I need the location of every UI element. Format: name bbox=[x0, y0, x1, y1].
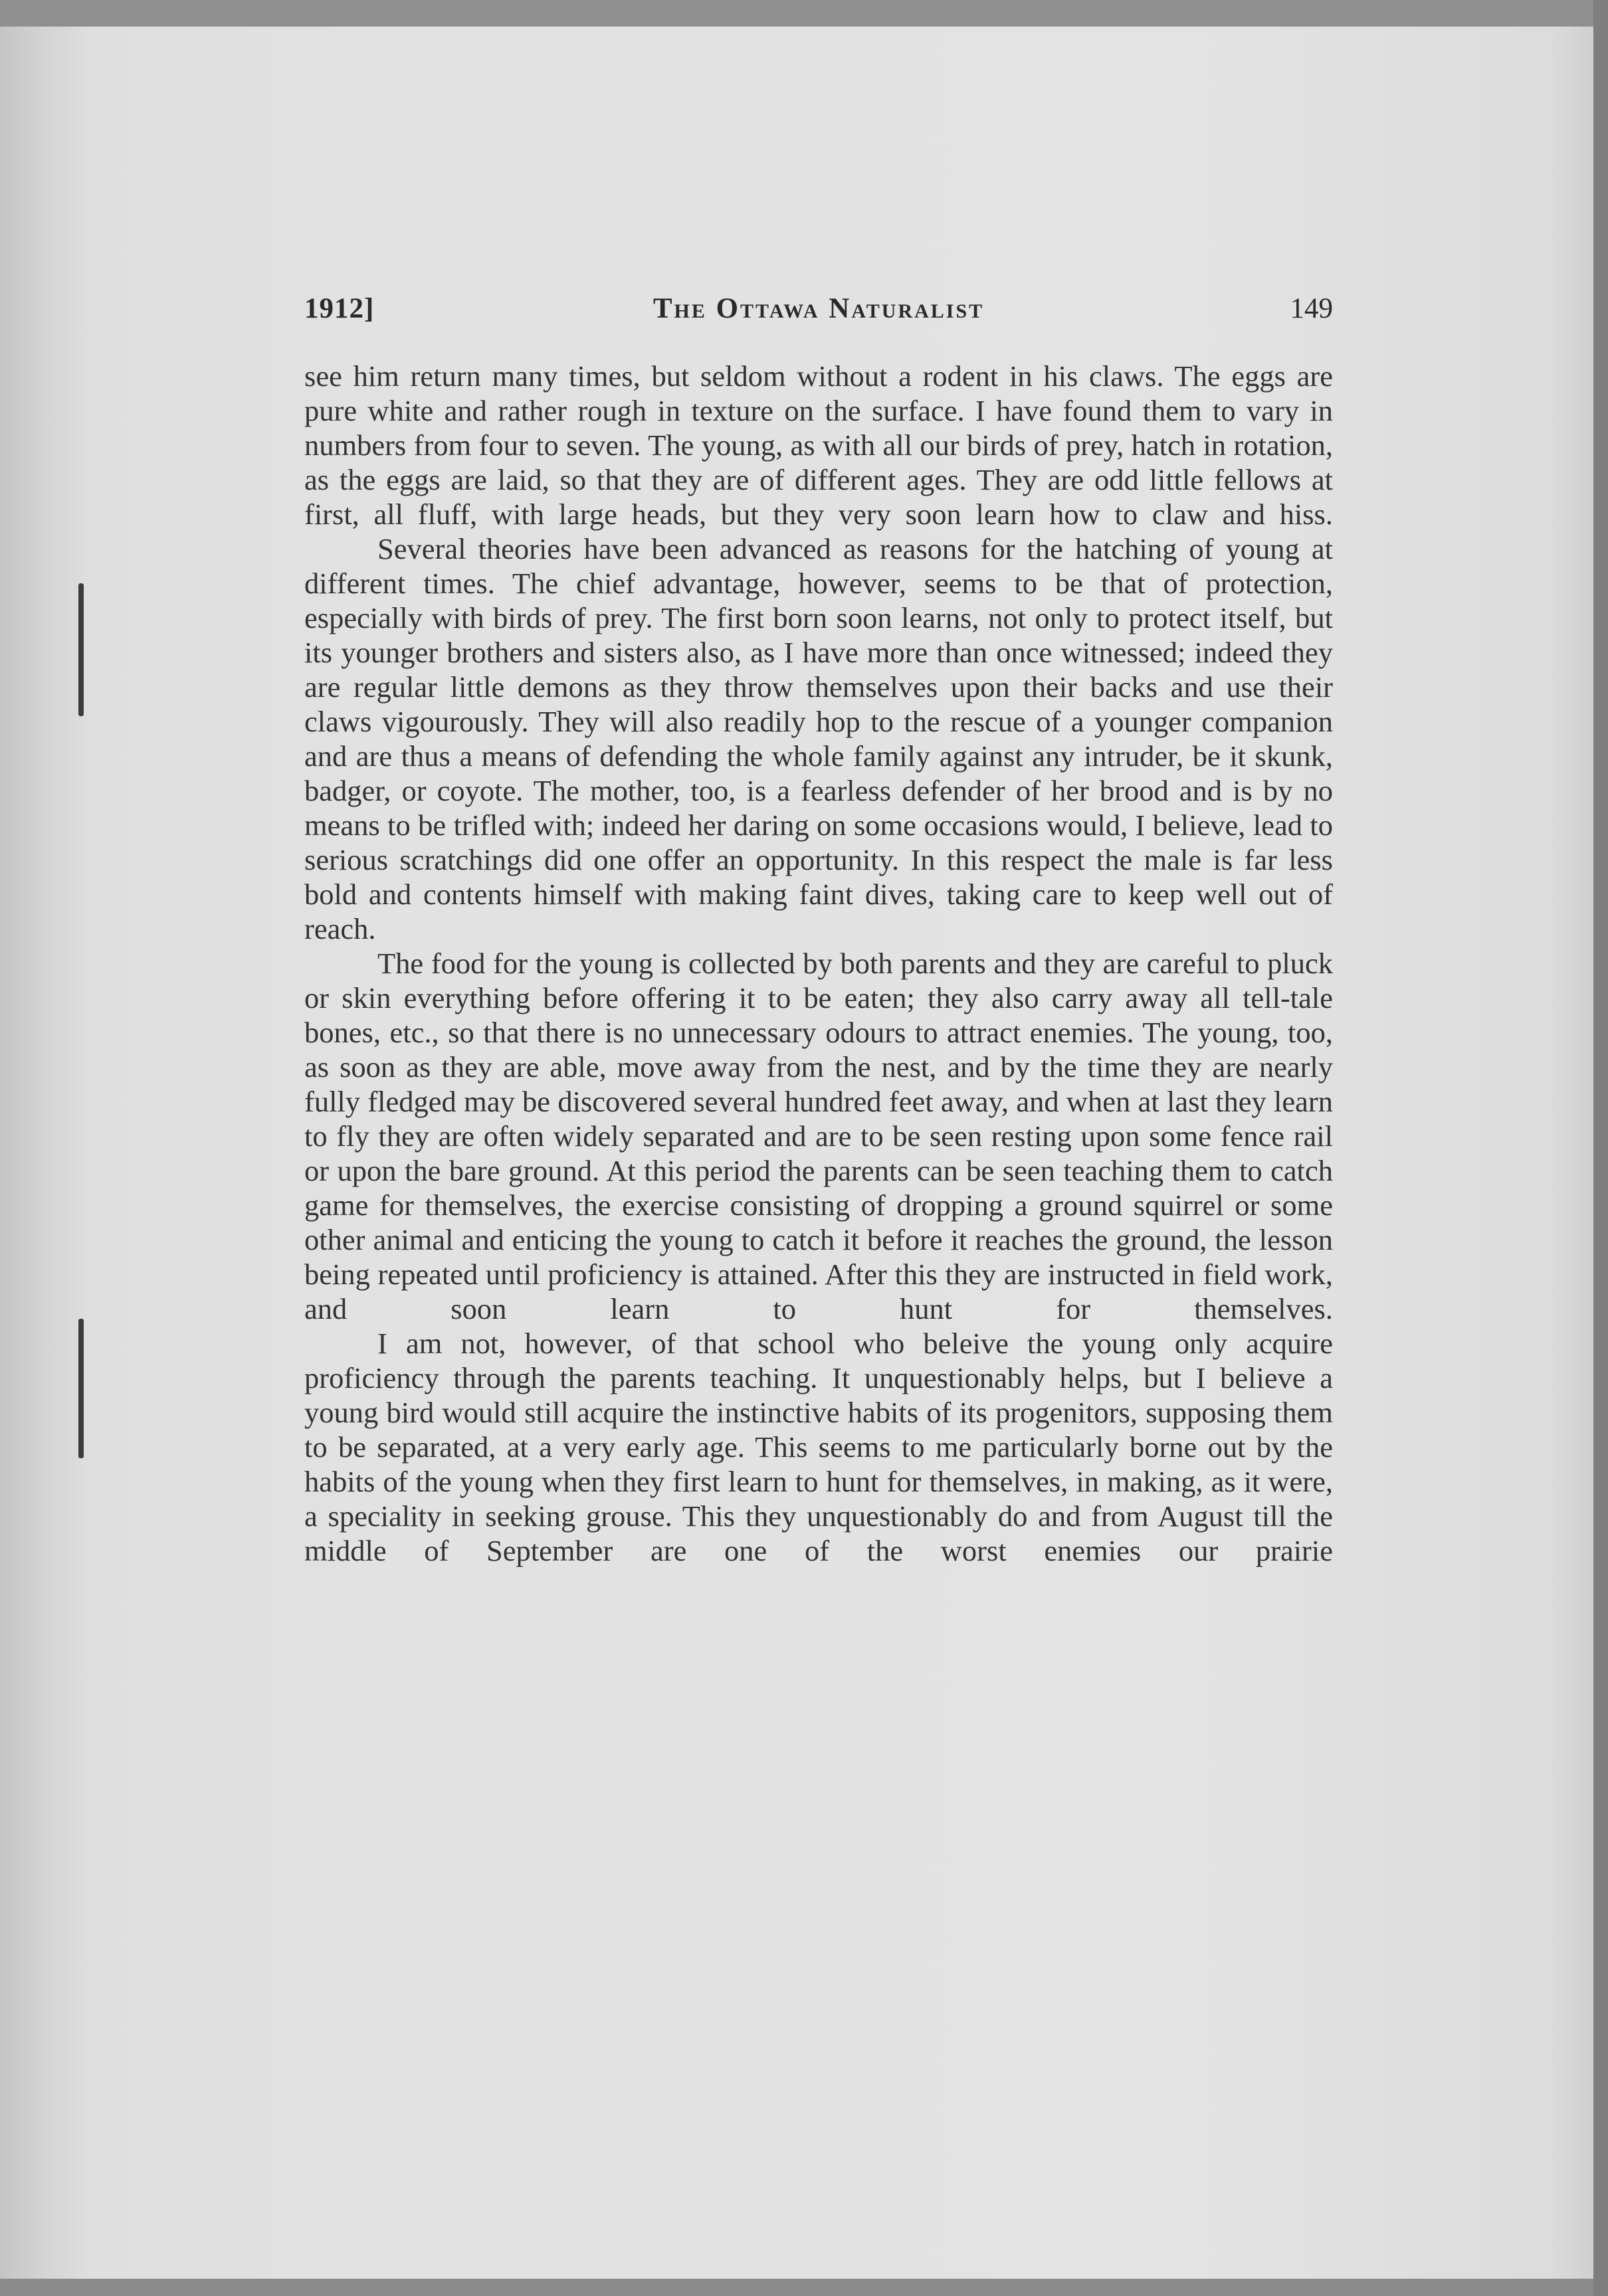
paragraph-3: The food for the young is collected by both parents and they are careful to pluck or skin everything before offering it to be eaten; they also carry away all tell-tale bones, etc., so that there is no unnecessary odours to attract enemies. The young, too, as soon as they are able, move away from the nest, and by the time they are nearly fully fledged may be discovered several hundred feet away, and when at last they learn to fly they are often widely separated and are to be seen resting upon some fence rail or upon the bare ground. At this period the parents can be seen teaching them to catch game for themselves, the exercise consisting of dropping a ground squirrel or some other animal and enticing the young to catch it before it reaches the ground, the lesson being repeated until proficiency is attained. After this they are instructed in field work, and soon learn to hunt for themselves. bbox=[304, 947, 1333, 1325]
journal-title: The Ottawa Naturalist bbox=[653, 293, 985, 324]
scan-top-border bbox=[0, 0, 1608, 27]
gutter-shadow bbox=[0, 27, 86, 2279]
binding-mark bbox=[78, 1319, 84, 1458]
binding-mark bbox=[78, 583, 84, 716]
paragraph-4: I am not, however, of that school who beleive the young only acquire proficiency through the parents teaching. It unquestionably helps, but I believe a young bird would still acquire the instinctive habits of its progenitors, supposing them to be separated, at a very early age. This seems to me particularly borne out by the habits of the young when they first learn to hunt for themselves, in making, as it were, a speciality in seeking grouse. This they unquestionably do and from August till the middle of September are one of the worst enemies our prairie bbox=[304, 1327, 1333, 1567]
article-body bbox=[304, 359, 1333, 1568]
scan-bottom-border bbox=[0, 2279, 1608, 2296]
scan-right-border bbox=[1593, 0, 1608, 2296]
paragraph-2: Several theories have been advanced as reasons for the hatching of young at different times. The chief advantage, however, seems to be that of protection, especially with birds of prey. The first born soon learns, not only to protect itself, but its younger brothers and sisters also, as I have more than once witnessed; indeed they are regular little demons as they throw themselves upon their backs and use their claws vigourously. They will also readily hop to the rescue of a younger companion and are thus a means of defending the whole family against any intruder, be it skunk, badger, or coyote. The mother, too, is a fearless defender of her brood and is by no means to be trifled with; indeed her daring on some occasions would, I believe, lead to serious scratchings did one offer an opportunity. In this respect the male is far less bold and contents himself with making faint dives, taking care to keep well out of reach. bbox=[304, 532, 1333, 945]
page-number: 149 bbox=[1290, 293, 1333, 324]
running-header bbox=[304, 292, 1333, 330]
paragraph-1: see him return many times, but seldom without a rodent in his claws. The eggs are pure white and rather rough in texture on the surface. I have found them to vary in numbers from four to seven. The young, as with all our birds of prey, hatch in rotation, as the eggs are laid, so that they are of different ages. They are odd little fellows at first, all fluff, with large heads, but they very soon learn how to claw and hiss. bbox=[304, 359, 1333, 531]
header-year: 1912] bbox=[304, 293, 375, 324]
